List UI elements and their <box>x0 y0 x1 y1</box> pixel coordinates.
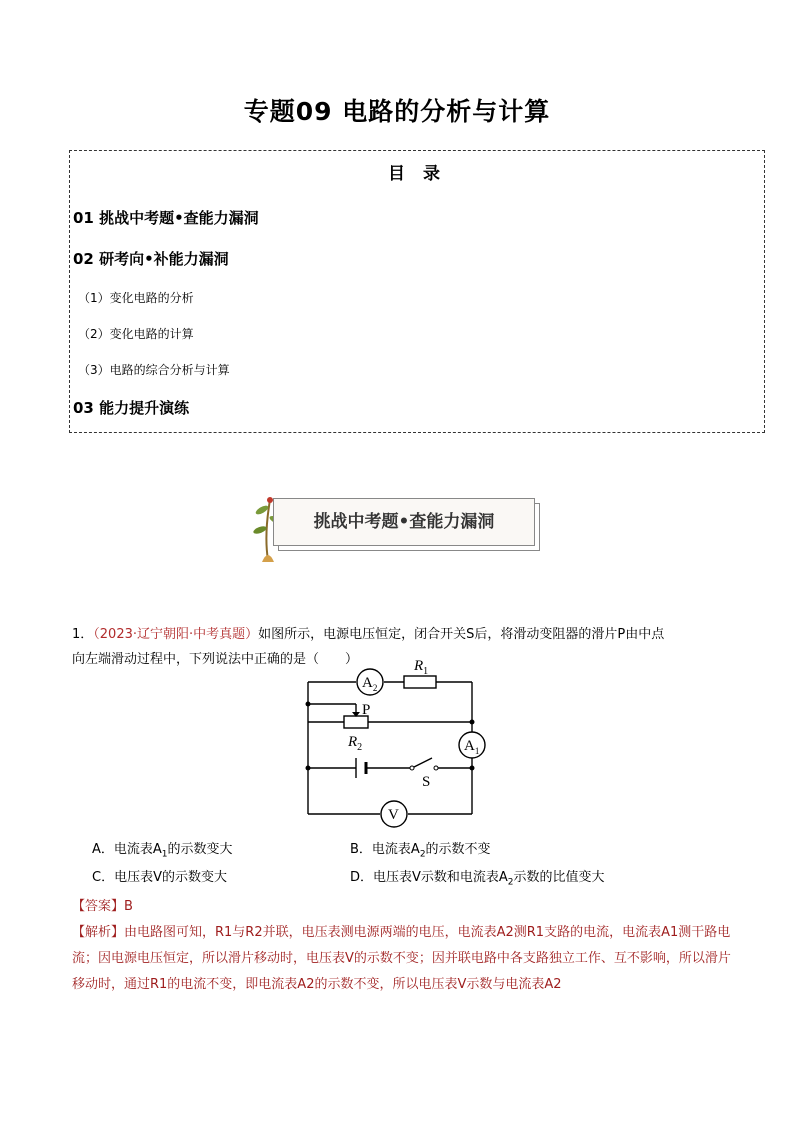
option-a[interactable]: A．电流表$A_1$的示数变大 <box>92 842 233 860</box>
toc-subitem[interactable]: （3）电路的综合分析与计算 <box>78 363 230 377</box>
analysis: 【解析】由电路图可知，R1与R2并联，电压表测电源两端的电压，电流表A2测R1支路的电流，电流表A1测干路电流；因电源电压恒定，所以滑片移动时，电压表V的示数不变；因并联电路中各支路独立工作、互不影响，所以滑片移动时，通过R1的电流不变，即电流表A2的示数不变，所以电压表V示数与电流表A2 <box>72 925 731 992</box>
toc-item[interactable]: 01 挑战中考题•查能力漏洞 <box>73 209 259 227</box>
svg-text:R2: $R_2$ <box>348 734 363 753</box>
resistor-r1 <box>404 676 436 688</box>
option-d[interactable]: D．电压表V示数和电流表$A_2$示数的比值变大 <box>350 870 605 888</box>
svg-text:A1: $A_1$ <box>464 738 480 756</box>
toc-heading: 目 录 <box>388 164 446 184</box>
toc-item[interactable]: 02 研考向•补能力漏洞 <box>73 250 229 268</box>
answer: 【答案】B <box>72 899 133 914</box>
label-s: S <box>422 774 431 790</box>
option-b[interactable]: B．电流表$A_2$的示数不变 <box>350 842 491 860</box>
label-r1: R <box>414 658 424 674</box>
table-of-contents <box>69 150 765 433</box>
option-c[interactable]: C．电压表V的示数变大 <box>92 870 227 885</box>
switch-icon <box>410 766 414 770</box>
banner-title: 挑战中考题•查能力漏洞 <box>313 512 495 532</box>
label-r2: R <box>348 734 358 750</box>
label-a2: A <box>362 675 373 691</box>
toc-subitem[interactable]: （1）变化电路的分析 <box>78 291 194 305</box>
question-source: （2023·辽宁朝阳·中考真题） <box>93 627 259 642</box>
toc-subitem[interactable]: （2）变化电路的计算 <box>78 327 194 341</box>
svg-text:R1: $R_1$ <box>414 658 429 677</box>
label-a1: A <box>464 738 475 754</box>
circuit-diagram <box>296 652 496 832</box>
label-v: V <box>388 807 399 823</box>
question-text: 1．（2023·辽宁朝阳·中考真题）如图所示，电源电压恒定，闭合开关S后，将滑动变阻器的滑片P由中点 向左端滑动过程中，下列说法中正确的是（ ） <box>72 627 665 667</box>
toc-item[interactable]: 03 能力提升演练 <box>73 399 190 417</box>
svg-text:A2: $A_2$ <box>362 675 378 693</box>
section-banner <box>240 490 550 565</box>
label-p: P <box>362 702 371 718</box>
page-title: 专题09 电路的分析与计算 <box>243 97 551 126</box>
